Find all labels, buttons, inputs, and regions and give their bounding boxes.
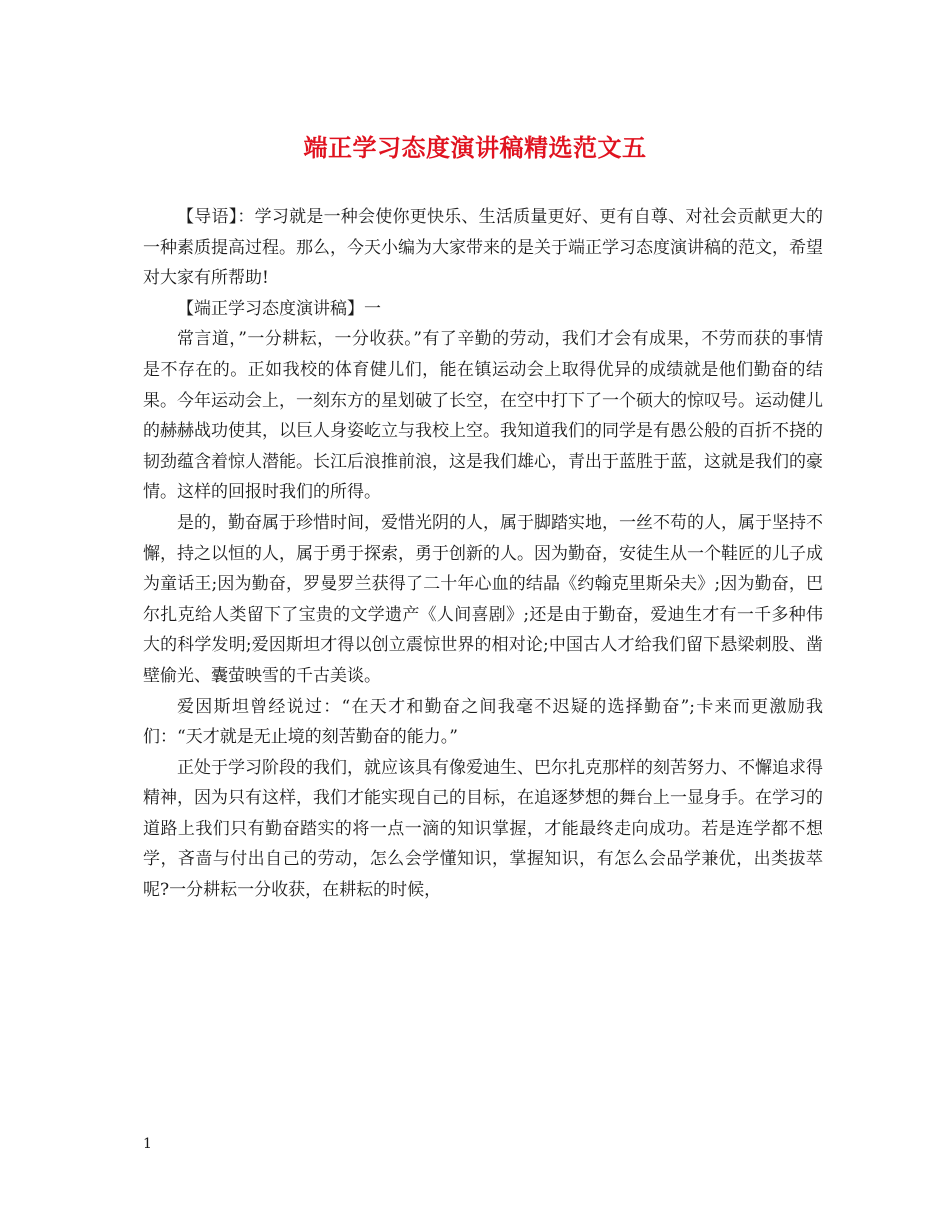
paragraph-1: 常言道，”一分耕耘，一分收获。”有了辛勤的劳动，我们才会有成果，不劳而获的事情是不存在的。正如我校的体育健儿们，能在镇运动会上取得优异的成绩就是他们勤奋的结果。今年运动会上，一刻东方的星划破了长空，在空中打下了一个硕大的惊叹号。运动健儿的赫赫战功使其，以巨人身姿屹立与我校上空。我知道我们的同学是有愚公般的百折不挠的韧劲蕴含着惊人潜能。长江后浪推前浪，这是我们雄心，青出于蓝胜于蓝，这就是我们的豪情。这样的回报时我们的所得。 [143, 329, 823, 503]
page-number: 1 [143, 1136, 152, 1152]
paragraph-section-heading: 【端正学习态度演讲稿】一 [177, 298, 381, 319]
paragraph-3: 爱因斯坦曾经说过：“在天才和勤奋之间我毫不迟疑的选择勤奋”;卡来而更激励我们：“天才就是无止境的刻苦勤奋的能力。” [143, 696, 823, 748]
document-title: 端正学习态度演讲稿精选范文五 [303, 133, 647, 162]
paragraph-4: 正处于学习阶段的我们，就应该具有像爱迪生、巴尔扎克那样的刻苦努力、不懈追求得精神，因为只有这样，我们才能实现自己的目标，在追逐梦想的舞台上一显身手。在学习的道路上我们只有勤奋踏实的将一点一滴的知识掌握，才能最终走向成功。若是连学都不想学，吝啬与付出自己的劳动，怎么会学懂知识，掌握知识，有怎么会品学兼优，出类拔萃呢?一分耕耘一分收获，在耕耘的时候， [143, 757, 823, 901]
paragraph-2: 是的，勤奋属于珍惜时间，爱惜光阴的人，属于脚踏实地，一丝不苟的人，属于坚持不懈，持之以恒的人，属于勇于探索，勇于创新的人。因为勤奋，安徒生从一个鞋匠的儿子成为童话王;因为勤奋，罗曼罗兰获得了二十年心血的结晶《约翰克里斯朵夫》;因为勤奋，巴尔扎克给人类留下了宝贵的文学遗产《人间喜剧》;还是由于勤奋，爱迪生才有一千多种伟大的科学发明;爱因斯坦才得以创立震惊世界的相对论;中国古人才给我们留下悬梁刺股、凿壁偷光、囊萤映雪的千古美谈。 [143, 512, 823, 686]
paragraph-intro: 【导语】：学习就是一种会使你更快乐、生活质量更好、更有自尊、对社会贡献更大的一种素质提高过程。那么，今天小编为大家带来的是关于端正学习态度演讲稿的范文，希望对大家有所帮助! [143, 207, 823, 289]
document-body [143, 202, 823, 906]
